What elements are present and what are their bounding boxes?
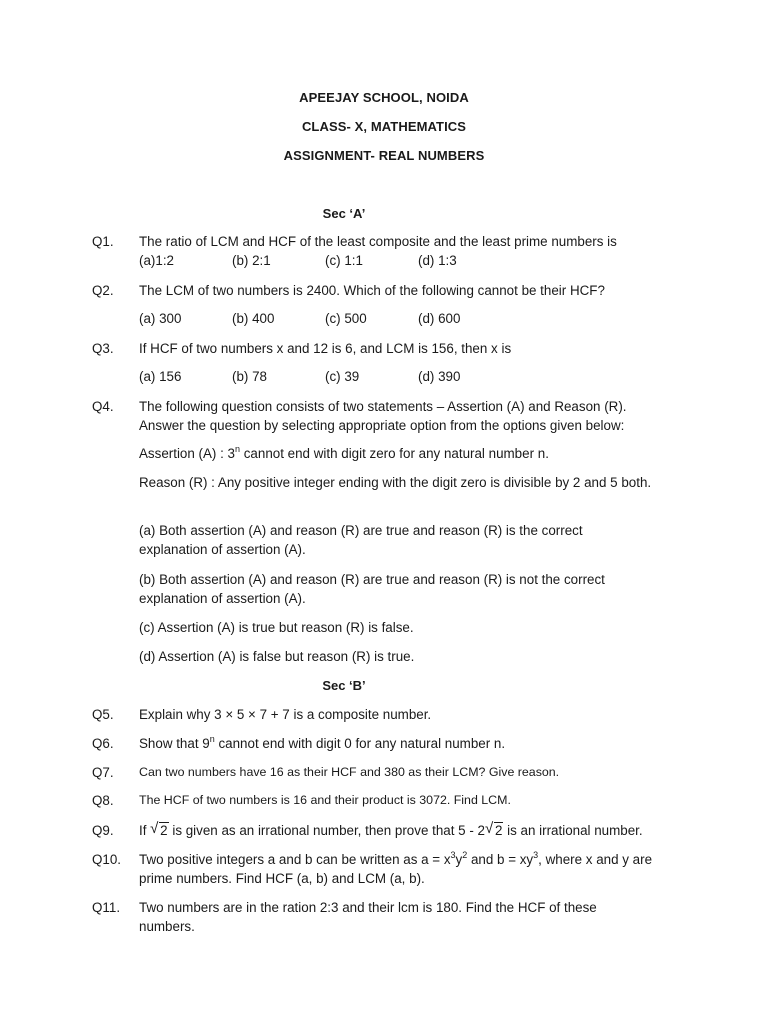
q4-option-b: (b) Both assertion (A) and reason (R) are true and reason (R) is not the correct explanation of assertion (A).	[139, 572, 605, 606]
school-name: APEEJAY SCHOOL, NOIDA	[299, 90, 469, 105]
assignment-title: ASSIGNMENT- REAL NUMBERS	[283, 148, 485, 163]
option-c: (c) 500	[325, 311, 367, 326]
question-number: Q10.	[92, 852, 122, 867]
assertion-statement: Assertion (A) : 3$^n$ cannot end with digit zero for any natural number n.	[139, 443, 549, 461]
question-text: Can two numbers have 16 as their HCF and 380 as their LCM? Give reason.	[139, 765, 560, 779]
question-number: Q7.	[92, 765, 114, 780]
option-c: (c) 39	[325, 369, 360, 384]
question-text: The LCM of two numbers is 2400. Which of the following cannot be their HCF?	[139, 283, 605, 298]
question-number: Q3.	[92, 341, 114, 356]
question-text: If HCF of two numbers x and 12 is 6, and LCM is 156, then x is	[139, 341, 512, 356]
option-a: (a)1:2	[139, 253, 174, 268]
question-text: The ratio of LCM and HCF of the least composite and the least prime numbers is	[139, 234, 617, 249]
option-b: (b) 400	[232, 311, 275, 326]
question-number: Q4.	[92, 399, 114, 414]
question-2-options	[139, 309, 559, 328]
q4-option-a: (a) Both assertion (A) and reason (R) are true and reason (R) is the correct explanation of assertion (A).	[139, 523, 583, 557]
reason-statement: Reason (R) : Any positive integer ending with the digit zero is divisible by 2 and 5 both.	[139, 475, 652, 490]
question-number: Q1.	[92, 234, 114, 249]
q4-option-c: (c) Assertion (A) is true but reason (R) is false.	[139, 620, 414, 635]
option-b: (b) 78	[232, 369, 267, 384]
section-a-heading: Sec ‘A’	[322, 206, 366, 221]
question-number: Q2.	[92, 283, 114, 298]
question-text: If √ 2 is given as an irrational number, then prove that 5 - 2 √ 2 is an irrational number.	[139, 820, 643, 838]
class-title: CLASS- X, MATHEMATICS	[301, 119, 467, 134]
question-text: Two numbers are in the ration 2:3 and their lcm is 180. Find the HCF of these numbers.	[139, 900, 597, 934]
question-number: Q6.	[92, 736, 114, 751]
option-b: (b) 2:1	[232, 253, 271, 268]
option-d: (d) 600	[418, 311, 461, 326]
question-1-options	[139, 251, 559, 270]
q4-option-d: (d) Assertion (A) is false but reason (R) is true.	[139, 649, 415, 664]
square-root-symbol: √ 2	[484, 820, 503, 838]
square-root-symbol: √ 2	[150, 820, 168, 838]
option-a: (a) 300	[139, 311, 182, 326]
section-b-heading: Sec ‘B’	[322, 678, 366, 693]
option-d: (d) 1:3	[418, 253, 457, 268]
question-4-instruction: Answer the question by selecting appropriate option from the options given below:	[139, 418, 625, 433]
question-3-options	[139, 367, 559, 386]
question-text-line-1: The following question consists of two statements – Assertion (A) and Reason (R).	[139, 399, 627, 414]
option-a: (a) 156	[139, 369, 182, 384]
option-d: (d) 390	[418, 369, 461, 384]
question-text: Explain why 3 × 5 × 7 + 7 is a composite number.	[139, 707, 432, 722]
question-number: Q9.	[92, 823, 114, 838]
question-text: Show that 9$^n$ cannot end with digit 0 for any natural number n.	[139, 733, 506, 751]
question-number: Q5.	[92, 707, 114, 722]
question-text: Two positive integers a and b can be written as $a = x^3y^2$ and $b = xy^3$, where x and y are prime numbers. Find HCF (a, b) and LCM (a, b).	[139, 849, 653, 886]
question-number: Q8.	[92, 793, 114, 808]
question-text: The HCF of two numbers is 16 and their product is 3072. Find LCM.	[139, 793, 511, 807]
option-c: (c) 1:1	[325, 253, 363, 268]
question-number: Q11.	[92, 900, 121, 915]
